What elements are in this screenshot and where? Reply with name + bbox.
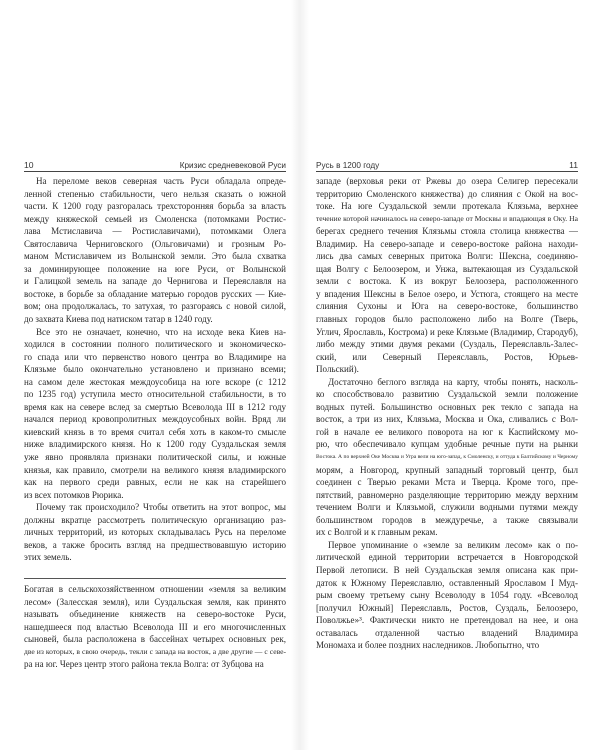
text-line: Поволжье»³. Фактически никто не претендовал на нее, и она (316, 615, 578, 626)
text-line: и Галицкой земель на западе до Чернигова и Переяславля на (24, 276, 286, 287)
text-line: веков, а также бросить взгляд на предшествовавшую историю (24, 539, 286, 550)
text-line: Первой летописи. В ней Суздальская земля описана как при- (316, 564, 578, 575)
text-line: между княжеской семьей из Смоленска (потомками Ростис- (24, 213, 286, 224)
text-line: земли с востока. К из вокруг Белоозера, расположенного (316, 276, 578, 287)
text-line: На переломе веков северная часть Руси обладала опреде- (36, 176, 286, 186)
text-line: берегах среднего течения Клязьмы стояла столица княжества — (316, 226, 578, 237)
paragraph (316, 376, 578, 539)
text-line: го спада или что первенство нового центра во Владимире на (24, 351, 286, 362)
text-line: оставалась отдаленной частью владений Владимира (316, 627, 578, 638)
text-line: личных территорий, из которых складывалась Русь на переломе (24, 527, 286, 538)
section-gap (24, 564, 286, 576)
text-line: у впадения Шексны в Белое озеро, и Устюга, стоящего на месте (316, 288, 578, 299)
right-page (316, 158, 578, 652)
text-line: токе. На юге Суздальской земли протекала Клязьма, верхнее (316, 201, 578, 212)
section-rule (24, 578, 286, 579)
text-line: восток, а три из них, Клязьма, Москва и Ока, сливались с Вол- (316, 414, 578, 425)
text-line: Мономаха и более поздних наследников. Любопытно, что (316, 640, 540, 651)
text-line: за доминирующее положение на юге Руси, от Волынской (24, 263, 286, 274)
text-line: Святославича Черниговского (Ольговичами) и грозным Ро- (24, 238, 286, 249)
text-line: Востока. А по верхней Оке Москва и Угра вели на юго-запад, к Смоленску, и оттуда к Балтийскому и Черному (316, 454, 578, 461)
text-line: большинством городов в междуречье, а также связывали (316, 514, 578, 525)
text-line: до захвата Киева под натиском татар в 1240 году. (24, 314, 213, 325)
text-line: князья, как правило, смотрели на великого князя владимирского (24, 464, 286, 475)
left-page-number: 10 (24, 160, 34, 170)
text-line: [получил Южный] Переяславль, Ростов, Суздаль, Белоозеро, (316, 602, 578, 613)
text-line: этих земель. (24, 552, 72, 563)
text-line: время как на севере вслед за смертью Всеволода III в 1212 году (24, 401, 286, 412)
text-line: ходился в состоянии полного политического и экономическо- (24, 339, 286, 350)
text-line: киевский князь в то время считал себя хоть в каком-то смысле (24, 426, 286, 437)
text-line: лесом» (Залесская земля), или Суздальская земля, как принято (24, 596, 286, 607)
text-line: Углич, Ярославль, Кострома) и реке Клязьме (Владимир, Стародуб), (316, 326, 578, 337)
text-line: Клязьме было окончательно установлено и признано всеми; (24, 364, 286, 375)
text-line: лись два самых северных притока Волги: Шексна, соединяю- (316, 251, 578, 262)
text-line: Первое упоминание о «земле за великим лесом» как о по- (328, 539, 578, 550)
text-line: из всех потомков Рюрика. (24, 489, 124, 500)
left-running-head (24, 158, 286, 172)
text-line: гой в начале ее великого поворота на юг к Каспийскому мо- (316, 426, 578, 437)
text-line: Польский). (316, 364, 359, 375)
text-line: течением Волги и Клязьмой, служили водными путями между (316, 502, 578, 513)
text-line: Достаточно беглого взгляда на карту, чтобы понять, насколь- (328, 376, 578, 387)
right-running-head (316, 158, 578, 172)
left-page (24, 158, 286, 671)
text-line: должны вкратце рассмотреть политическую организацию раз- (24, 514, 286, 525)
text-line: сыновей, была расположена в бассейнах четырех основных рек, (24, 634, 286, 645)
text-line: ниже владимирского князя. Но к 1200 году Суздальская земля (24, 439, 286, 450)
text-line: маном Мстиславичем из Волынской земли. Это была схватка (24, 251, 286, 262)
text-line: пятствий, равномерно разделяющие территорию между верхним (316, 489, 578, 500)
right-running-title: Русь в 1200 году (316, 161, 380, 170)
text-line: Почему так происходило? Чтобы ответить на этот вопрос, мы (36, 502, 286, 513)
text-line: ленной степенью стабильности, чего нельзя сказать о южной (24, 188, 286, 199)
text-line: их с Волгой и к главным рекам. (316, 527, 438, 538)
text-line: щая Волгу с Белоозером, и Унжа, вытекающая из Суздальской (316, 263, 578, 274)
text-line: по 1235 год) уступила место относительной стабильности, в то (24, 389, 286, 400)
text-line: морям, а Новгород, крупный западный торговый центр, был (316, 464, 578, 475)
text-line: территорию Смоленского княжества) до слияния с Окой на вос- (316, 188, 578, 199)
paragraph (316, 175, 578, 376)
text-line: ко способствовало развитию Суздальской земли положение (316, 389, 578, 400)
left-running-title: Кризис средневековой Руси (179, 161, 286, 170)
text-line: рю, что обеспечивало купцам удобные речные пути на рынки (316, 439, 578, 450)
text-line: востоке, в борьбе за обладание матерью городов русских — Кие- (24, 288, 286, 299)
text-line: нашедшееся под властью Всеволода III и его многочисленных (24, 621, 286, 632)
paragraph (24, 326, 286, 502)
text-line: части. К 1200 году разгоралась трехсторонняя борьба за власть (24, 201, 286, 212)
text-line: водных путей. Большинство основных рек текло с запада на (316, 401, 578, 412)
text-line: литической единой территории встречается в Новгородской (316, 552, 578, 563)
paragraph (316, 539, 578, 652)
text-line: главных городов было расположено либо на Волге (Тверь, (316, 314, 578, 325)
text-line: уже явно проявляла признаки политической силы, и южные (24, 452, 286, 463)
text-line: Богатая в сельскохозяйственном отношении «земля за великим (24, 583, 286, 594)
paragraph (24, 175, 286, 326)
text-line: течение которой начиналось на северо-западе от Москвы и впадающая в Оку. На (316, 213, 578, 223)
right-page-text (316, 175, 578, 652)
text-line: западе (верховья реки от Ржевы до озера Селигер пересекали (316, 176, 578, 186)
text-line: соединен с Тверью реками Мста и Тверца. Кроме того, пре- (316, 477, 578, 488)
text-line: Все это не означает, конечно, что на исходе века Киев на- (36, 326, 286, 337)
text-line: называть объединение княжеств на северо-востоке Руси, (24, 609, 286, 620)
text-line: даток к Южному Переяславлю, оставленный Ярославом I Муд- (316, 577, 578, 588)
text-line: ский, или Северный Переяславль, Ростов, Юрьев- (316, 351, 578, 362)
right-page-number: 11 (569, 160, 578, 170)
text-line: слияния Сухоны и Юга на северо-востоке, большинство (316, 301, 578, 312)
paragraph (24, 501, 286, 564)
text-line: ра на юг. Через центр этого района текла Волга: от Зубцова на (24, 659, 264, 670)
text-line: вом; она продолжалась, то затухая, то разгораясь с новой силой, (24, 301, 286, 312)
text-line: как на первого среди равных, если не как на старейшего (24, 477, 286, 488)
text-line: Владимир. На северо-западе и северо-востоке района находи- (316, 238, 578, 249)
text-line: начался период кровопролитных междоусобных войн. Вряд ли (24, 414, 286, 425)
text-line: лава Мстиславича — Ростиславичами), потомками Олега (24, 226, 286, 237)
text-line: рым своему третьему сыну Всеволоду в 1054 году. «Всеволод (316, 590, 578, 601)
left-page-text (24, 175, 286, 671)
text-line: две из которых, в свою очередь, текли с запада на восток, а две другие — с севе- (24, 646, 286, 656)
paragraph (24, 583, 286, 671)
text-line: на самом деле жестокая междоусобица на юге вскоре (с 1212 (24, 376, 286, 387)
text-line: либо между этими двумя реками (Суздаль, Переяславль-Залес- (316, 339, 578, 350)
